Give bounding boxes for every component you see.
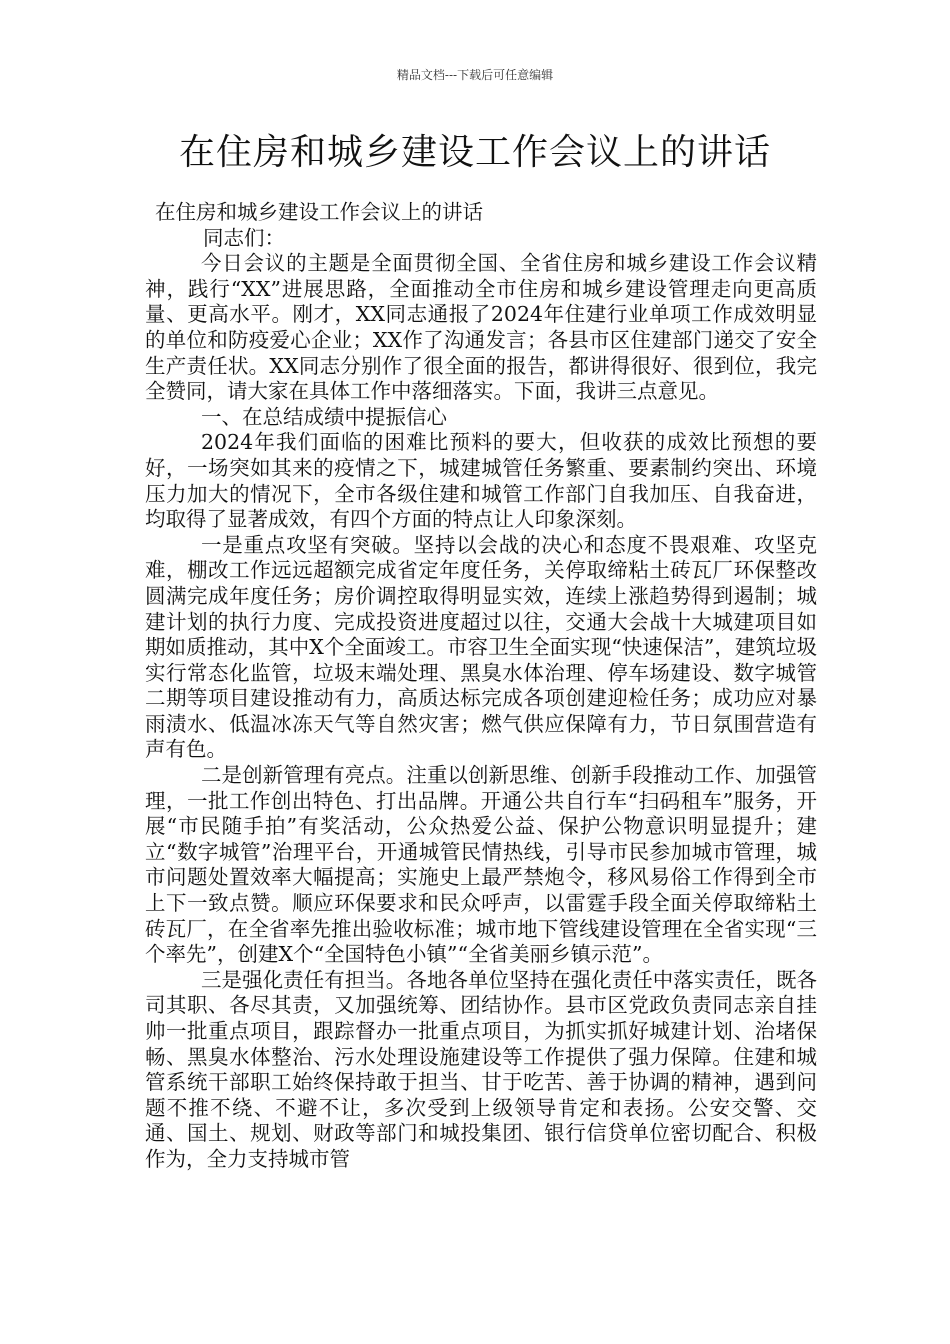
paragraph-intro: 今日会议的主题是全面贯彻全国、全省住房和城乡建设工作会议精神，践行“XX”进展思路，全面推动全市住房和城乡建设管理走向更高质量、更高水平。刚才，XX同志通报了2024年住建行业单项工作成效明显的单位和防疫爱心企业；XX作了沟通发言；各县市区住建部门递交了安全生产责任状。XX同志分别作了很全面的报告，都讲得很好、很到位，我完全赞同，请大家在具体工作中落细落实。下面，我讲三点意见。 [145,251,817,404]
document-subtitle: 在住房和城乡建设工作会议上的讲话 [155,200,483,224]
paragraph-point-2: 二是创新管理有亮点。注重以创新思维、创新手段推动工作、加强管理，一批工作创出特色、打出品牌。开通公共自行车“扫码租车”服务，开展“市民随手拍”有奖活动，公众热爱公益、保护公物意识明显提升；建立“数字城管”治理平台，开通城管民情热线，引导市民参加城市管理，城市问题处置效率大幅提高；实施史上最严禁炮令，移风易俗工作得到全市上下一致点赞。顺应环保要求和民众呼声，以雷霆手段全面关停取缔粘土砖瓦厂，在全省率先推出验收标准；城市地下管线建设管理在全省实现“三个率先”，创建X个“全国特色小镇”“全省美丽乡镇示范”。 [145,763,817,967]
document-title: 在住房和城乡建设工作会议上的讲话 [178,132,771,173]
paragraph-point-3: 三是强化责任有担当。各地各单位坚持在强化责任中落实责任，既各司其职、各尽其责，又加强统筹、团结协作。县市区党政负责同志亲自挂帅一批重点项目，跟踪督办一批重点项目，为抓实抓好城建计划、治堵保畅、黑臭水体整治、污水处理设施建设等工作提供了强力保障。住建和城管系统干部职工始终保持敢于担当、甘于吃苦、善于协调的精神，遇到问题不推不绕、不避不让，多次受到上级领导肯定和表扬。公安交警、交通、国土、规划、财政等部门和城投集团、银行信贷单位密切配合、积极作为，全力支持城市管 [145,967,817,1171]
salutation: 同志们： [203,225,285,250]
section-heading-1: 一、在总结成绩中提振信心 [201,404,447,429]
document-body [145,200,817,1173]
paragraph-point-1: 一是重点攻坚有突破。坚持以会战的决心和态度不畏艰难、攻坚克难，棚改工作远远超额完成省定年度任务，关停取缔粘土砖瓦厂环保整改圆满完成年度任务；房价调控取得明显实效，连续上涨趋势得到遏制；城建计划的执行力度、完成投资进度超过以往，交通大会战十大城建项目如期如质推动，其中X个全面竣工。市容卫生全面实现“快速保洁”，建筑垃圾实行常态化监管，垃圾末端处理、黑臭水体治理、停车场建设、数字城管二期等项目建设推动有力，高质达标完成各项创建迎检任务；成功应对暴雨渍水、低温冰冻天气等自然灾害；燃气供应保障有力，节日氛围营造有声有色。 [145,532,817,762]
paragraph-summary: 2024年我们面临的困难比预料的要大，但收获的成效比预想的要好，一场突如其来的疫情之下，城建城管任务繁重、要素制约突出、环境压力加大的情况下，全市各级住建和城管工作部门自我加压、自我奋进，均取得了显著成效，有四个方面的特点让人印象深刻。 [145,430,817,532]
header-note: 精品文档---下载后可任意编辑 [396,68,554,82]
